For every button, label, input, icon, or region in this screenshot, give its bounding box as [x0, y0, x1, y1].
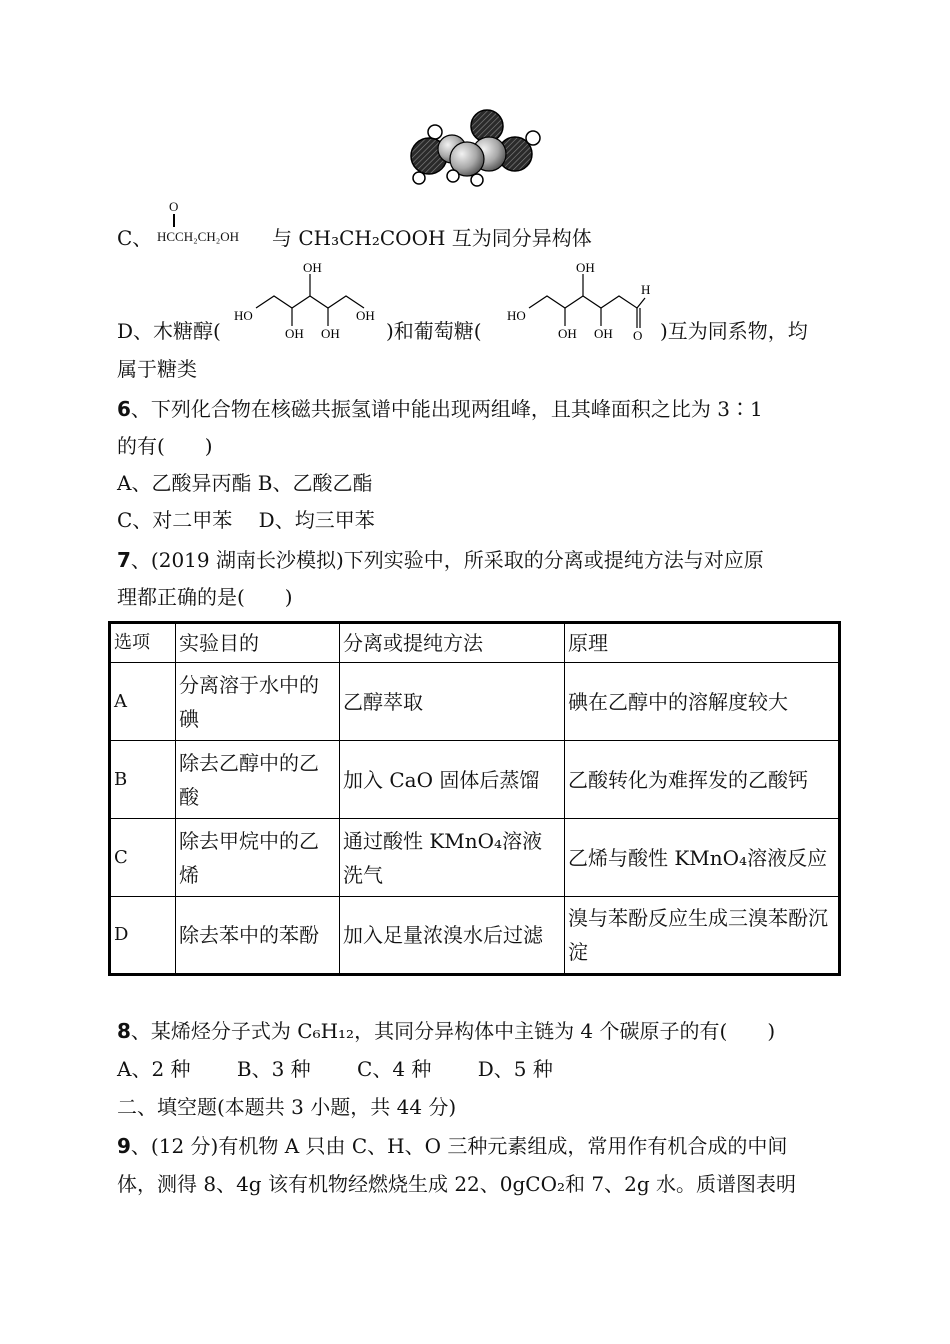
glucose-oh-bottom-1: OH: [558, 326, 577, 341]
carbonyl-oxygen-label: O: [169, 199, 179, 214]
option-c-prefix: C、: [117, 226, 153, 250]
q8-number: 8: [117, 1019, 131, 1043]
xylitol-oh-bottom-1: OH: [285, 326, 304, 341]
xylitol-oh-top: OH: [303, 260, 322, 275]
q6-number: 6: [117, 397, 131, 421]
option-d-line2: 属于糖类: [117, 357, 197, 381]
q8-line1: [117, 1017, 775, 1045]
aldehyde-formula: HCCH₂CH₂OH: [157, 229, 240, 244]
option-d-middle: )和葡萄糖(: [386, 319, 482, 343]
molecule-model-image: [405, 108, 550, 190]
option-d-suffix: )互为同系物，均: [660, 319, 808, 343]
table-cell: 除去苯中的苯酚: [176, 897, 340, 975]
table-header-cell: 分离或提纯方法: [340, 623, 565, 663]
glucose-structure: [505, 256, 660, 344]
option-c-formula: [157, 199, 269, 249]
xylitol-structure: [232, 256, 384, 344]
q6-stem: 、下列化合物在核磁共振氢谱中能出现两组峰，且其峰面积之比为 3∶1: [130, 397, 763, 421]
table-header-row: [110, 623, 840, 663]
q9-stem: 、(12 分)有机物 A 只由 C、H、O 三种元素组成，常用作有机合成的中间: [130, 1134, 788, 1158]
table-cell: 乙醇萃取: [340, 663, 565, 741]
table-header-cell: 原理: [565, 623, 840, 663]
table-cell: D: [110, 897, 176, 975]
table-cell: 加入足量浓溴水后过滤: [340, 897, 565, 975]
table-cell: 碘在乙醇中的溶解度较大: [565, 663, 840, 741]
xylitol-oh-bottom-2: OH: [321, 326, 340, 341]
glucose-ho-left: HO: [507, 308, 526, 323]
option-c-line: [117, 224, 152, 252]
table-row: [110, 897, 840, 975]
table-cell: 除去乙醇中的乙酸: [176, 741, 340, 819]
table-cell: B: [110, 741, 176, 819]
section-heading: 二、填空题(本题共 3 小题，共 44 分): [117, 1095, 457, 1119]
table-row: [110, 663, 840, 741]
q9-number: 9: [117, 1134, 131, 1158]
q7-stem: 、(2019 湖南长沙模拟)下列实验中，所采取的分离或提纯方法与对应原: [130, 548, 764, 572]
carbonyl-bond: [173, 214, 175, 227]
table-cell: 分离溶于水中的碘: [176, 663, 340, 741]
q7-table: [108, 621, 841, 976]
xylitol-ho-left: HO: [234, 308, 253, 323]
table-cell: C: [110, 819, 176, 897]
table-cell: 除去甲烷中的乙烯: [176, 819, 340, 897]
glucose-oh-top: OH: [576, 260, 595, 275]
table-cell: A: [110, 663, 176, 741]
option-c-text: 与 CH₃CH₂COOH 互为同分异构体: [272, 226, 592, 250]
q7-line2: 理都正确的是( ): [117, 585, 293, 609]
q6-line2: 的有( ): [117, 434, 213, 458]
table-row: [110, 741, 840, 819]
table-header-cell: 选项: [110, 623, 176, 663]
table-cell: 通过酸性 KMnO₄溶液洗气: [340, 819, 565, 897]
q6-line1: [117, 395, 763, 423]
glucose-carbonyl-o: O: [633, 328, 643, 343]
table-cell: 加入 CaO 固体后蒸馏: [340, 741, 565, 819]
table-cell: 溴与苯酚反应生成三溴苯酚沉淀: [565, 897, 840, 975]
q8-stem: 、某烯烃分子式为 C₆H₁₂，其同分异构体中主链为 4 个碳原子的有( ): [130, 1019, 776, 1043]
table-cell: 乙酸转化为难挥发的乙酸钙: [565, 741, 840, 819]
table-row: [110, 819, 840, 897]
xylitol-oh-right: OH: [356, 308, 375, 323]
q6-options-ab: A、乙酸异丙酯 B、乙酸乙酯: [117, 471, 373, 495]
glucose-h: H: [641, 282, 651, 297]
q9-line1: [117, 1132, 787, 1160]
table-cell: 乙烯与酸性 KMnO₄溶液反应: [565, 819, 840, 897]
q9-line2: 体，测得 8、4g 该有机物经燃烧生成 22、0gCO₂和 7、2g 水。质谱图表明: [117, 1172, 796, 1196]
option-d-prefix: D、木糖醇(: [117, 319, 221, 343]
q7-line1: [117, 546, 764, 574]
q6-options-cd: C、对二甲苯 D、均三甲苯: [117, 508, 375, 532]
q8-options: A、2 种 B、3 种 C、4 种 D、5 种: [117, 1057, 553, 1081]
glucose-oh-bottom-2: OH: [594, 326, 613, 341]
table-header-cell: 实验目的: [176, 623, 340, 663]
q7-number: 7: [117, 548, 131, 572]
